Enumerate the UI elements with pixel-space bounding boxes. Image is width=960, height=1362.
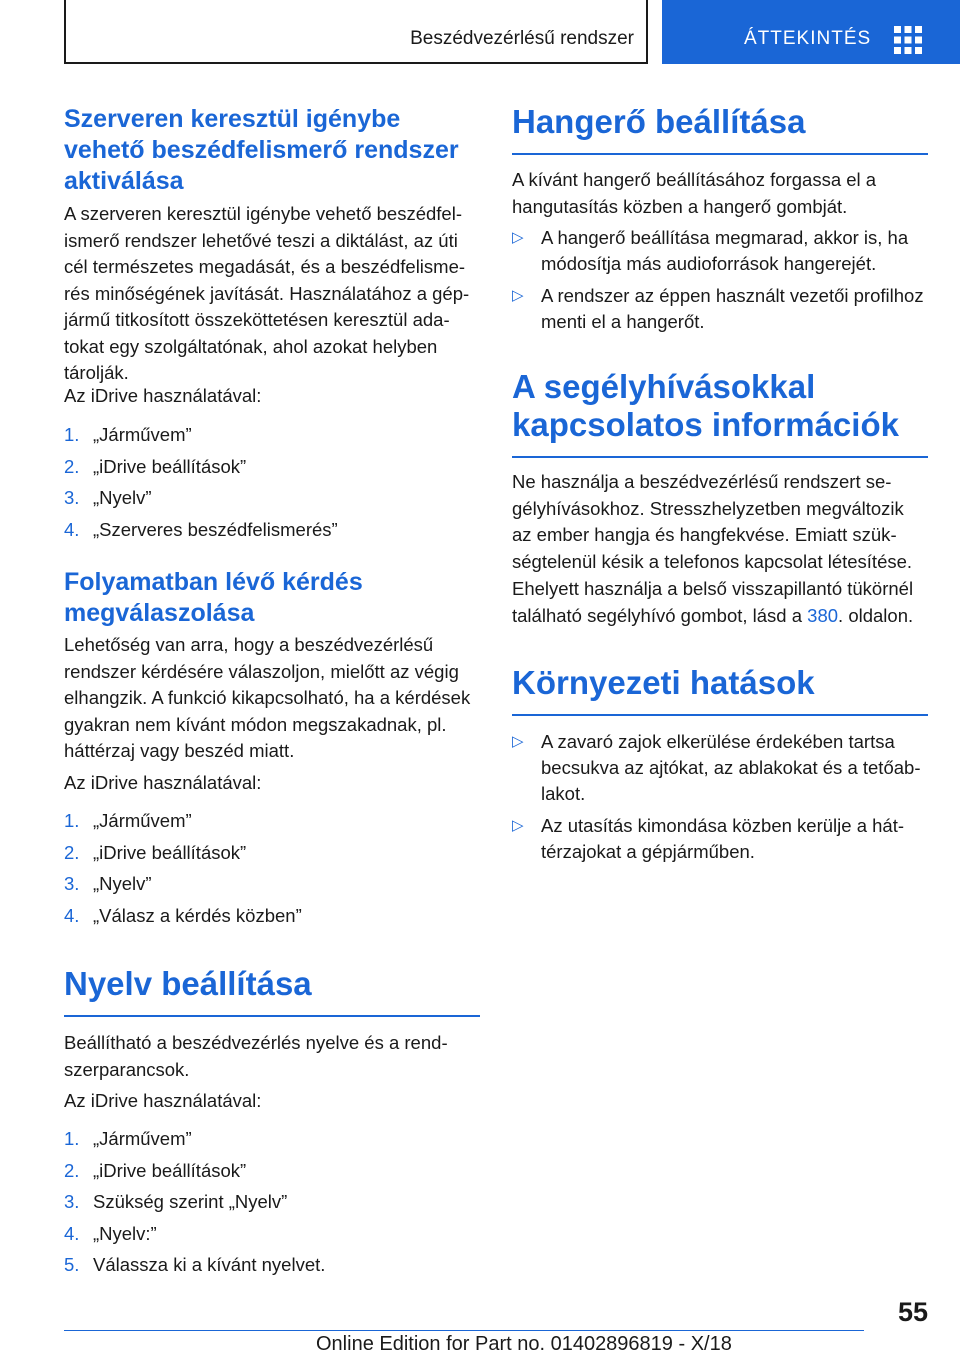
grid-icon[interactable] [894,26,922,54]
list-item: 2. „iDrive beállítások” [64,841,247,863]
footer-divider [64,1330,864,1331]
list-item: 4. „Válasz a kérdés közben” [64,904,302,926]
section-title-barge-in: Folyamatban lévő kérdés megválaszolása [64,568,363,627]
server-speech-body: A szerveren keresztül igénybe vehető beszédfelismerő rendszer lehetővé teszi a diktálást, az úti cél természetes megadását, és a beszédfelismerés minőségének javítását. Használatához a gépjármű titkosított összeköttetésen keresztül adatokat egy szolgáltatónak, ahol azokat helyben tárolják. [64,203,470,383]
bullet-triangle-icon: ▷ [512,229,524,246]
barge-in-intro: Az iDrive használatával: [64,772,262,793]
barge-in-body: Lehetőség van arra, hogy a beszédvezérlésű rendszer kérdésére válaszoljon, mielőtt az végig elhangzik. A funkció kikapcsolható, ha a kérdések gyakran nem kívánt módon megszakadnak, pl. háttérzaj vagy beszéd miatt. [64,634,471,761]
list-item: 3. Szükség szerint „Nyelv” [64,1191,288,1212]
server-speech-intro: Az iDrive használatával: [64,385,262,406]
section-title-emergency: A segélyhívásokkal kapcsolatos információk [512,368,928,458]
list-item: 5. Válassza ki a kívánt nyelvet. [64,1254,326,1275]
list-item: 3. „Nyelv” [64,487,152,508]
list-item: ▷ A hangerő beállítása megmarad, akkor is, ha módosítja más audioforrások hangerejét. [512,227,909,274]
list-item: 2. „iDrive beállítások” [64,1159,247,1181]
language-body: Beállítható a beszédvezérlés nyelve és a rendszerparancsok. [64,1032,448,1080]
bullet-triangle-icon: ▷ [512,817,524,834]
list-item: 2. „iDrive beállítások” [64,455,247,477]
footer-edition: Online Edition for Part no. 01402896819 - X/18 [316,1333,732,1355]
section-title-language: Nyelv beállítása [64,965,480,1017]
emergency-body: Ne használja a beszédvezérlésű rendszert segélyhívásokhoz. Stresszhelyzetben megváltozik az ember hangja és hangfekvése. Emiatt szükségtelenül késik a telefonos kapcsolat létesítése. [512,471,913,572]
chapter-title: Beszédvezérlésű rendszer [410,28,634,49]
language-intro: Az iDrive használatával: [64,1090,262,1111]
barge-in-steps [64,808,480,934]
page-number: 55 [897,1297,928,1327]
bullet-triangle-icon: ▷ [512,733,524,750]
page-link-380[interactable]: 380 [807,604,839,626]
list-item: 1. „Járművem” [64,1128,192,1149]
section-title-environment: Környezeti hatások [512,664,928,716]
language-steps [64,1126,480,1284]
section-title-server-speech: Szerveren keresztül igénybe vehető beszédfelismerő rendszer aktiválása [64,105,459,195]
list-item: 3. „Nyelv” [64,873,152,894]
list-item: 1. „Járművem” [64,424,192,445]
section-title-volume: Hangerő beállítása [512,103,928,155]
list-item: ▷ A zavaró zajok elkerülése érdekében tartsa becsukva az ajtókat, az ablakokat és a tetőablakot. [512,731,921,804]
volume-bullets [512,225,928,335]
list-item: 4. „Szerveres beszédfelismerés” [64,518,338,540]
list-item: ▷ A rendszer az éppen használt vezetői profilhoz menti el a hangerőt. [512,285,924,332]
list-item: ▷ Az utasítás kimondása közben kerülje a háttérzajokat a gépjárműben. [512,815,905,862]
emergency-body-2: Ehelyett használja a belső visszapillantó tükörnél található segélyhívó gombot, lásd a 380. oldalon. [512,578,914,626]
list-item: 4. „Nyelv:” [64,1222,157,1244]
header-left-box [64,0,648,64]
list-item: 1. „Járművem” [64,810,192,831]
volume-body: A kívánt hangerő beállításához forgassa el a hangutasítás közben a hangerő gombját. [512,169,877,217]
server-speech-steps [64,422,480,548]
tab-overview-label: ÁTTEKINTÉS [744,28,872,49]
header-tab-overview[interactable] [662,0,960,64]
bullet-triangle-icon: ▷ [512,287,524,304]
environment-bullets [512,729,928,865]
